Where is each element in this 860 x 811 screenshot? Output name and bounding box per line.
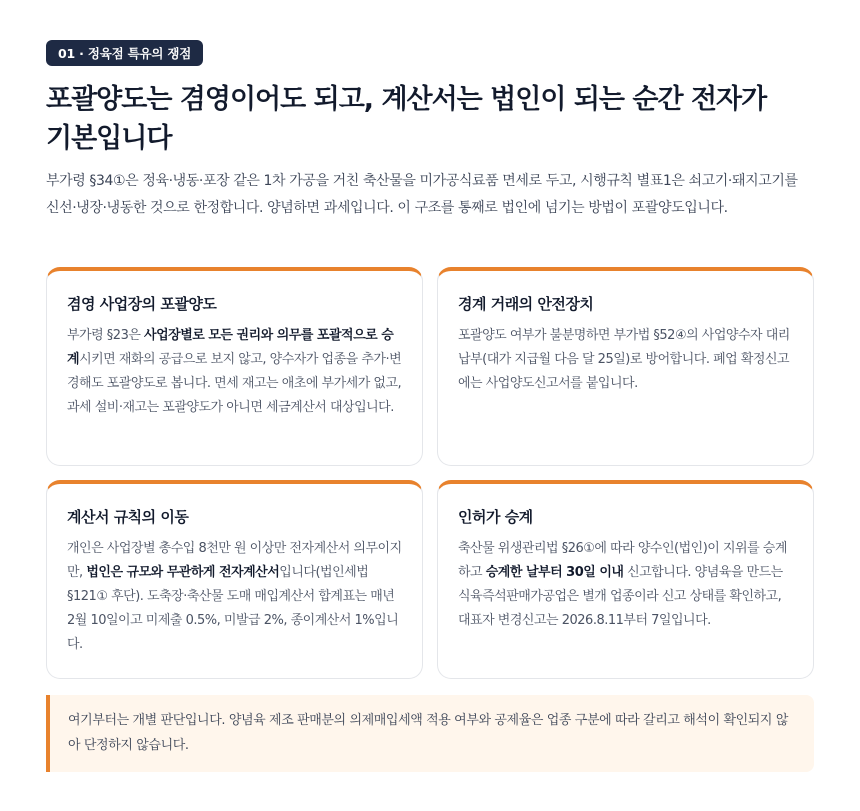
card-text: 입니다(법인세법 §121① 후단). 도축장·축산물 도매 매입계산서 합계표는 매년 2월 10일이고 미제출 0.5%, 미발급 2%, 종이계산서 1%입니다. [67, 565, 399, 652]
card-body [67, 324, 402, 420]
card-text: 개인은 사업장별 총수입 8천만 원 이상만 전자계산서 의무이지만, [67, 541, 402, 580]
page-title: 포괄양도는 겸영이어도 되고, 계산서는 법인이 되는 순간 전자가 기본입니다 [46, 84, 767, 154]
card-emphasis: 승계한 날부터 30일 이내 [485, 565, 624, 580]
card-title: 계산서 규칙의 이동 [67, 508, 189, 526]
card-grid [46, 267, 814, 679]
card-text: 축산물 위생관리법 §26①에 따라 양수인(법인)이 지위를 승계하고 [458, 541, 787, 580]
card-emphasis: 사업장별로 모든 권리와 의무를 포괄적으로 승계 [67, 328, 394, 367]
card-title: 인허가 승계 [458, 508, 533, 526]
card-title: 겸영 사업장의 포괄양도 [67, 295, 217, 313]
card-title: 경계 거래의 안전장치 [458, 295, 594, 313]
card-body [67, 537, 402, 657]
card-safeguard [437, 267, 814, 466]
card-emphasis: 법인은 규모와 무관하게 전자계산서 [86, 565, 280, 580]
card-license-succession [437, 480, 814, 679]
card-body [458, 537, 793, 633]
card-text: 포괄양도 여부가 불분명하면 부가법 §52④의 사업양수자 대리납부(대가 지급월 다음 달 25일)로 방어합니다. 폐업 확정신고에는 사업양도신고서를 붙입니다. [458, 328, 790, 391]
card-text: 부가령 §23은 [67, 328, 145, 343]
card-text: 시키면 재화의 공급으로 보지 않고, 양수자가 업종을 추가·변경해도 포괄양도로 봅니다. 면세 재고는 애초에 부가세가 없고, 과세 설비·재고는 포괄양도가 아니면 세금계산서 대상입니다. [67, 352, 402, 415]
card-comprehensive-transfer [46, 267, 423, 466]
card-body [458, 324, 793, 396]
intro-paragraph: 부가령 §34①은 정육·냉동·포장 같은 1차 가공을 거친 축산물을 미가공식료품 면세로 두고, 시행규칙 별표1은 쇠고기·돼지고기를 신선·냉장·냉동한 것으로 한정합니다. 양념하면 과세입니다. 이 구조를 통째로 법인에 넘기는 방법이 포괄양도입니다. [46, 173, 798, 216]
caution-note: 여기부터는 개별 판단입니다. 양념육 제조 판매분의 의제매입세액 적용 여부와 공제율은 업종 구분에 따라 갈리고 해석이 확인되지 않아 단정하지 않습니다. [46, 695, 814, 772]
card-text: 신고합니다. 양념육을 만드는 식육즉석판매가공업은 별개 업종이라 신고 상태를 확인하고, 대표자 변경신고는 2026.8.11부터 7일입니다. [458, 565, 783, 628]
section-badge: 01 · 정육점 특유의 쟁점 [46, 40, 203, 66]
card-invoice-rules [46, 480, 423, 679]
